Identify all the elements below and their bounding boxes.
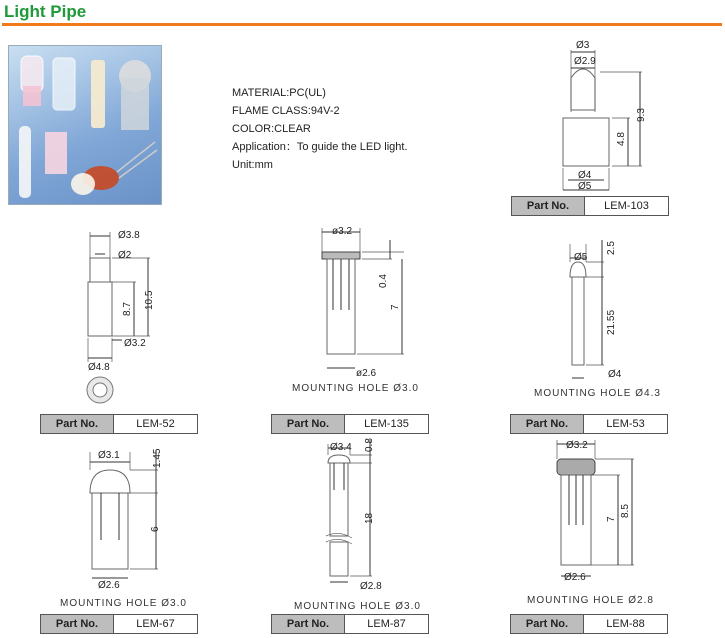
dim-lem52-f: Ø4.8 [88,362,110,373]
page-title: Light Pipe [4,2,87,21]
dim-lem67-a: Ø3.1 [98,450,120,461]
dim-lem88-d: Ø2.6 [564,572,586,583]
dim-lem52-a: Ø3.8 [118,230,140,241]
part-number-label: Part No. [511,415,584,433]
spec-application: Application：To guide the LED light. [232,141,408,153]
part-number-lem-88 [510,614,668,634]
mounting-hole-lem-53: MOUNTING HOLE Ø4.3 [534,388,661,399]
dim-lem135-a: ø3.2 [332,226,353,237]
part-number-label: Part No. [512,197,585,215]
part-number-value: LEM-53 [584,415,667,433]
dim-lem103-c: 9.3 [636,108,647,122]
part-number-label: Part No. [511,615,584,633]
dim-lem52-e: Ø3.2 [124,338,146,349]
dim-lem103-a: Ø3 [576,40,590,51]
dim-lem67-b: 1.45 [152,448,163,468]
part-number-value: LEM-67 [114,615,197,633]
part-number-value: LEM-135 [345,415,428,433]
dim-lem87-d: Ø2.8 [360,581,382,592]
part-number-label: Part No. [41,415,114,433]
spec-flame-class: FLAME CLASS:94V-2 [232,105,340,117]
dim-lem53-c: 21.55 [606,309,617,335]
dim-lem88-c: 8.5 [620,504,631,518]
part-number-value: LEM-52 [114,415,197,433]
part-number-label: Part No. [272,415,345,433]
dim-lem103-e: Ø4 [578,170,592,181]
dim-lem135-b: 0.4 [378,274,389,288]
dim-lem52-b: Ø2 [118,250,132,261]
dim-lem135-c: 7 [390,304,401,310]
part-number-label: Part No. [272,615,345,633]
spec-color: COLOR:CLEAR [232,123,311,135]
dim-lem88-a: Ø3.2 [566,440,588,451]
dim-lem87-c: 18 [364,512,375,524]
dim-lem67-d: Ø2.6 [98,580,120,591]
part-number-value: LEM-87 [345,615,428,633]
part-number-value: LEM-103 [585,197,668,215]
mounting-hole-lem-87: MOUNTING HOLE Ø3.0 [294,601,421,612]
mounting-hole-lem-67: MOUNTING HOLE Ø3.0 [60,598,187,609]
dim-lem88-b: 7 [606,516,617,522]
dim-lem103-b: Ø2.9 [574,56,596,67]
dim-lem103-d: 4.8 [616,132,627,146]
mounting-hole-lem-88: MOUNTING HOLE Ø2.8 [527,595,654,606]
spec-unit: Unit:mm [232,159,273,171]
dim-lem53-d: Ø4 [608,369,622,380]
dim-lem52-d: 10.5 [144,290,155,310]
dim-lem53-b: 2.5 [606,241,617,255]
dim-lem87-a: Ø3.4 [330,442,352,453]
dim-lem53-a: Ø5 [574,252,588,263]
dim-lem67-c: 6 [150,526,161,532]
dim-lem135-d: ø2.6 [356,368,377,379]
dim-lem52-c: 8.7 [122,302,133,316]
spec-material: MATERIAL:PC(UL) [232,87,326,99]
part-number-value: LEM-88 [584,615,667,633]
dim-lem87-b: 0.8 [364,438,375,452]
part-number-label: Part No. [41,615,114,633]
dim-lem103-f: Ø5 [578,181,592,192]
mounting-hole-lem-135: MOUNTING HOLE Ø3.0 [292,383,419,394]
